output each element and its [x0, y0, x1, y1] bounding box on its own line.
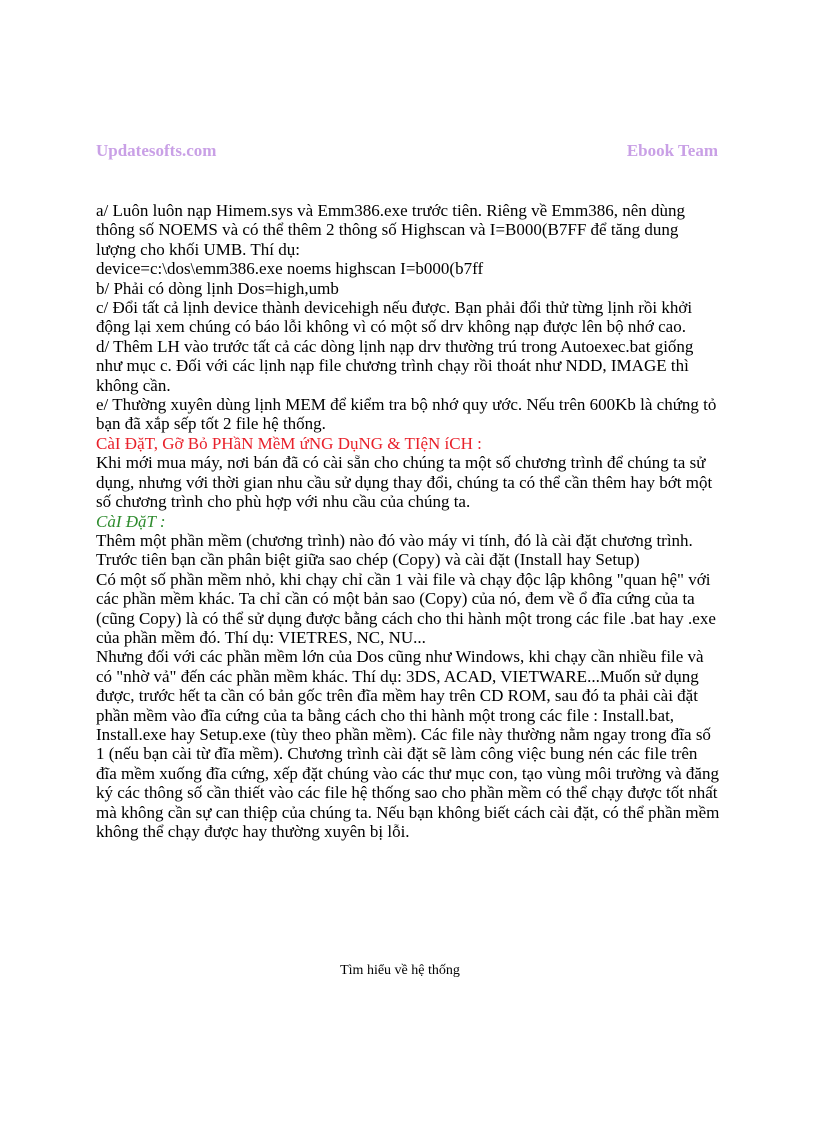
paragraph-device-line: device=c:\dos\emm386.exe noems highscan I=b000(b7ff	[96, 259, 484, 279]
header-team-name: Ebook Team	[626, 141, 718, 160]
paragraph-intro: Khi mới mua máy, nơi bán đã có cài sẵn cho chúng ta một số chương trình để chúng ta sử dụng, nhưng với thời gian nhu cầu sử dụng thay đổi, chúng ta có thể cần thêm hay bớt một số chương trình cho phù hợp với nhu cầu của chúng ta.	[96, 453, 713, 512]
paragraph-small-software: Có một số phần mềm nhỏ, khi chạy chỉ cần 1 vài file và chạy độc lập không "quan hệ" với các phần mềm khác. Ta chỉ cần có một bản sao (Copy) của nó, đem về ổ đĩa cứng của ta (cũng Copy) là có thể sử dụng được bằng cách cho thi hành một trong các file .bat hay .exe của phần mềm đó. Thí dụ: VIETRES, NC, NU...	[96, 569, 716, 647]
paragraph-c: c/ Đổi tất cả lịnh device thành devicehigh nếu được. Bạn phải đổi thử từng lịnh rồi khởi động lại xem chúng có báo lỗi không vì có một số drv không nạp được lên bộ nhớ cao.	[96, 298, 693, 337]
paragraph-d: d/ Thêm LH vào trước tất cả các dòng lịnh nạp drv thường trú trong Autoexec.bat giống như mục c. Đối với các lịnh nạp file chương trình chạy rồi thoát như NDD, IMAGE thì không cần.	[96, 336, 694, 395]
paragraph-install-definition: Thêm một phần mềm (chương trình) nào đó vào máy vi tính, đó là cài đặt chương trình. Trước tiên bạn cần phân biệt giữa sao chép (Copy) và cài đặt (Install hay Setup)	[96, 530, 693, 570]
page-header	[96, 141, 718, 163]
paragraph-a: a/ Luôn luôn nạp Himem.sys và Emm386.exe trước tiên. Riêng về Emm386, nên dùng thông số NOEMS và có thể thêm 2 thông số Highscan và I=B000(B7FF để tăng dung lượng cho khối UMB. Thí dụ:	[96, 201, 686, 259]
page-footer: Tìm hiểu về hệ thống	[340, 963, 460, 978]
paragraph-e: e/ Thường xuyên dùng lịnh MEM để kiểm tra bộ nhớ quy ước. Nếu trên 600Kb là chứng tỏ bạn đã xắp sếp tốt 2 file hệ thống.	[96, 395, 717, 434]
paragraph-b: b/ Phải có dòng lịnh Dos=high,umb	[96, 278, 339, 298]
header-site-name: Updatesofts.com	[96, 141, 217, 160]
paragraph-large-software: Nhưng đối với các phần mềm lớn của Dos cũng như Windows, khi chạy cần nhiều file và có "nhờ vả" đến các phần mềm khác. Thí dụ: 3DS, ACAD, VIETWARE...Muốn sử dụng được, trước hết ta cần có bản gốc trên đĩa mềm hay trên CD ROM, sau đó ta phải cài đặt phần mềm vào đĩa cứng của ta bằng cách cho thi hành một trong các file : Install.bat, Install.exe hay Setup.exe (tùy theo phần mềm). Các file này thường nằm ngay trong đĩa số 1 (nếu bạn cài từ đĩa mềm). Chương trình cài đặt sẽ làm công việc bung nén các file trên đĩa mềm xuống đĩa cứng, xếp đặt chúng vào các thư mục con, tạo vùng môi trường và đăng ký các thông số cần thiết vào các file hệ thống sao cho phần mềm có thể chạy được tốt nhất mà không cần sự can thiệp của chúng ta. Nếu bạn không biết cách cài đặt, có thể phần mềm không thể chạy được hay thường xuyên bị lỗi.	[96, 647, 720, 841]
subheading-install: CàI ĐặT :	[96, 511, 166, 531]
document-body	[96, 201, 720, 841]
section-heading-install-remove: CàI ĐặT, Gỡ Bỏ PHầN MềM ứNG DụNG & TIệN íCH :	[96, 433, 482, 453]
